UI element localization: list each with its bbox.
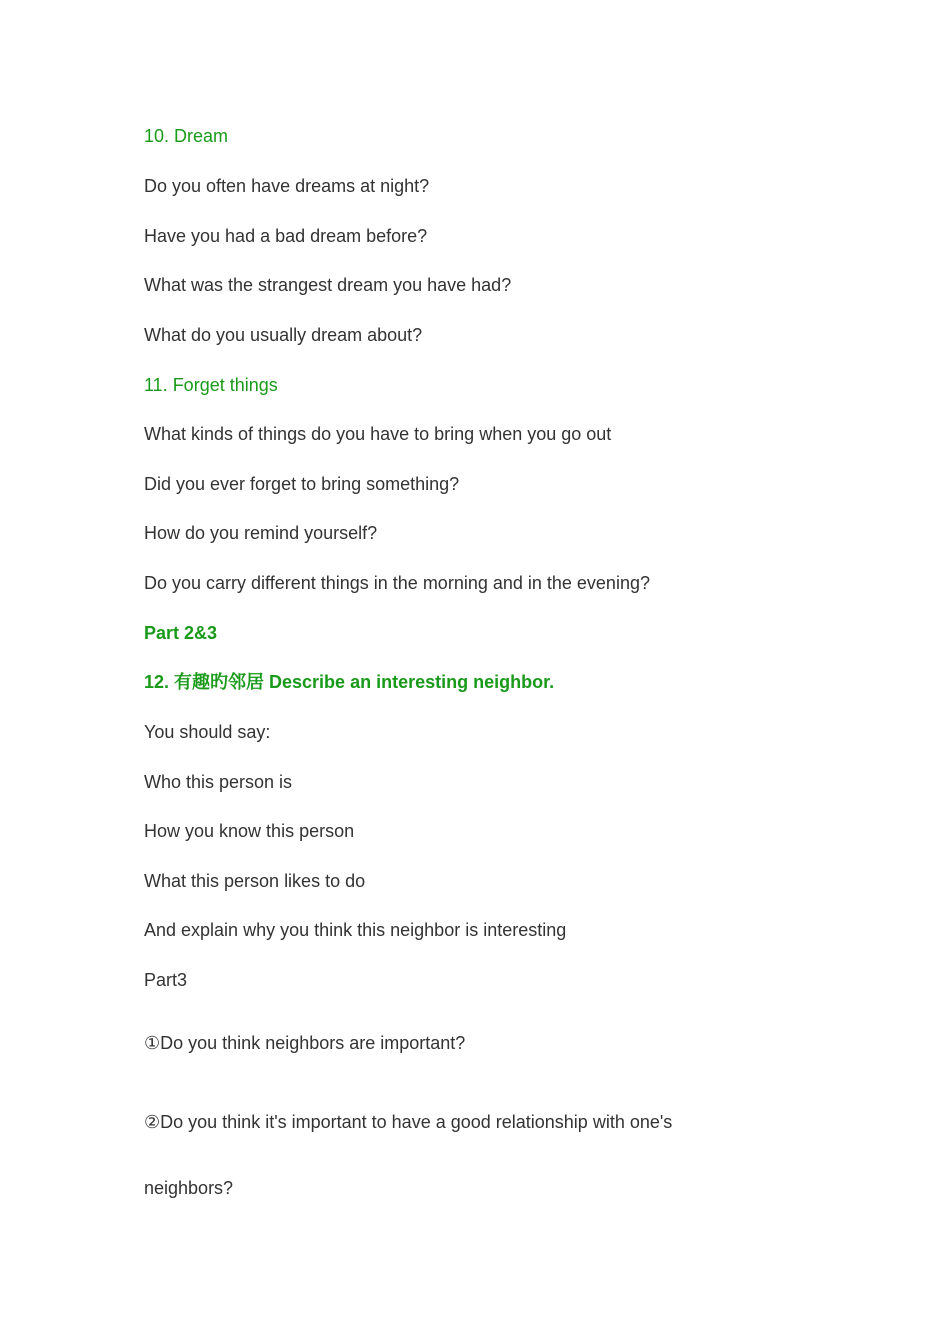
question-line: How do you remind yourself? xyxy=(144,523,378,543)
part-2-3-heading: Part 2&3 xyxy=(144,623,218,643)
question-line: Have you had a bad dream before? xyxy=(144,226,428,246)
part-3-question: ②Do you think it's important to have a good relationship with one's xyxy=(144,1112,673,1132)
prompt-intro: You should say: xyxy=(144,722,271,742)
question-line: What kinds of things do you have to bring when you go out xyxy=(144,424,612,444)
question-line: Do you often have dreams at night? xyxy=(144,176,430,196)
prompt-line: Who this person is xyxy=(144,772,293,792)
part-3-question-continued: neighbors? xyxy=(144,1178,234,1198)
question-line: Do you carry different things in the morning and in the evening? xyxy=(144,573,650,593)
prompt-line: What this person likes to do xyxy=(144,871,366,891)
prompt-line: How you know this person xyxy=(144,821,355,841)
question-line: What was the strangest dream you have had? xyxy=(144,275,512,295)
prompt-line: And explain why you think this neighbor is interesting xyxy=(144,920,567,940)
topic-12-heading: 12. 有趣旳邻居 Describe an interesting neighbor. xyxy=(144,672,555,692)
section-11-heading: 11. Forget things xyxy=(144,375,278,395)
part-3-label: Part3 xyxy=(144,970,188,990)
question-line: What do you usually dream about? xyxy=(144,325,423,345)
part-3-question: ①Do you think neighbors are important? xyxy=(144,1033,466,1053)
section-10-heading: 10. Dream xyxy=(144,126,229,146)
question-line: Did you ever forget to bring something? xyxy=(144,474,460,494)
